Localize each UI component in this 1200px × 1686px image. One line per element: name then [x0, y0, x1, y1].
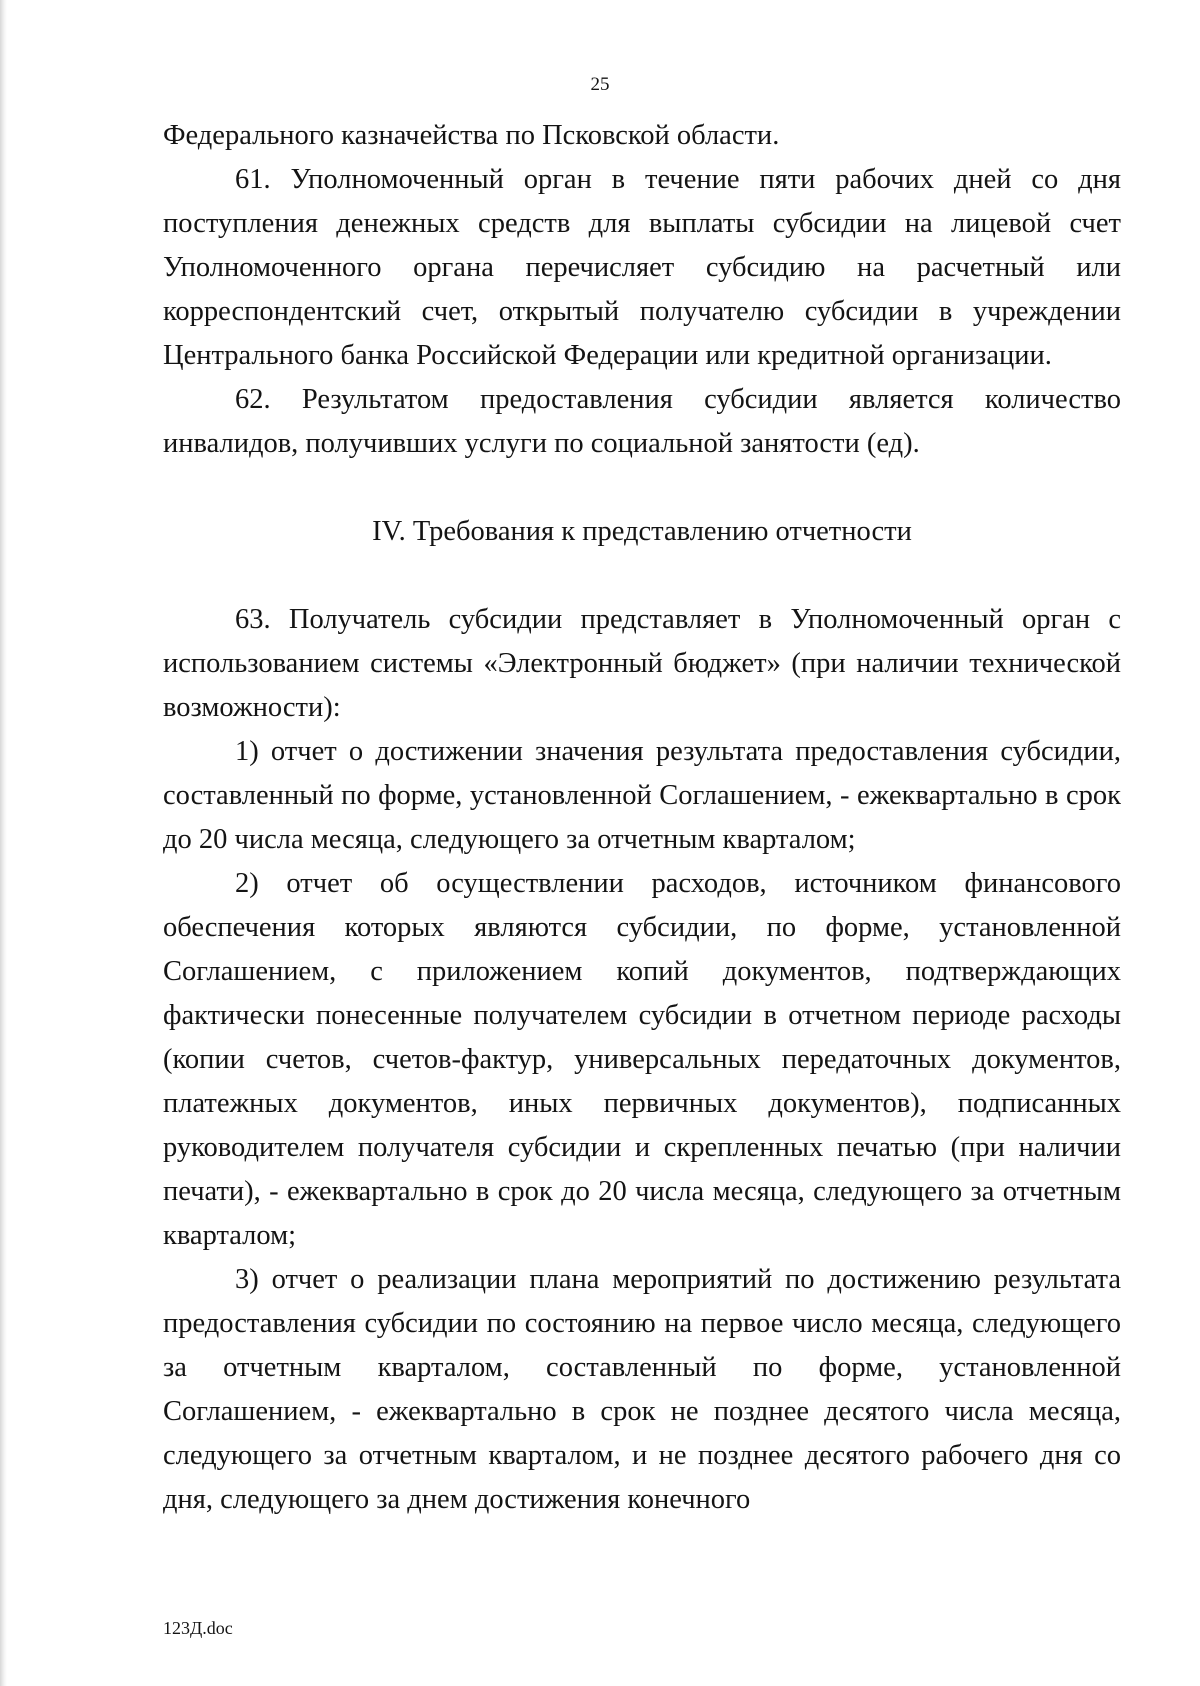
page-number: 25 — [590, 74, 610, 95]
paragraph-63: 63. Получатель субсидии представляет в Уполномоченный орган с использованием системы «Электронный бюджет» (при наличии технической возможности): — [163, 604, 1121, 723]
scan-edge-shadow — [0, 0, 7, 1686]
paragraph: Федерального казначейства по Псковской области. — [163, 120, 780, 151]
footer-filename: 123Д.doc — [163, 1618, 233, 1638]
list-item-1: 1) отчет о достижении значения результата предоставления субсидии, составленный по форме, установленной Соглашением, - ежеквартально в срок до 20 числа месяца, следующего за отчетным кварталом; — [163, 736, 1121, 855]
section-heading: IV. Требования к представлению отчетности — [372, 516, 912, 547]
paragraph-62: 62. Результатом предоставления субсидии является количество инвалидов, получивших услуги по социальной занятости (ед). — [163, 384, 1121, 459]
list-item-2: 2) отчет об осуществлении расходов, источником финансового обеспечения которых являются субсидии, по форме, установленной Соглашением, с приложением копий документов, подтверждающих фактически понесенные получателем субсидии в отчетном периоде расходы (копии счетов, счетов-фактур, универсальных передаточных документов, платежных документов, иных первичных документов), подписанных руководителем получателя субсидии и скрепленных печатью (при наличии печати), - ежеквартально в срок до 20 числа месяца, следующего за отчетным кварталом; — [163, 868, 1121, 1251]
document-body — [163, 114, 1121, 1522]
paragraph-61: 61. Уполномоченный орган в течение пяти рабочих дней со дня поступления денежных средств для выплаты субсидии на лицевой счет Уполномоченного органа перечисляет субсидию на расчетный или корреспондентский счет, открытый получателю субсидии в учреждении Центрального банка Российской Федерации или кредитной организации. — [163, 164, 1121, 371]
list-item-3: 3) отчет о реализации плана мероприятий по достижению результата предоставления субсидии по состоянию на первое число месяца, следующего за отчетным кварталом, составленный по форме, установленной Соглашением, - ежеквартально в срок не позднее десятого числа месяца, следующего за отчетным кварталом, и не позднее десятого рабочего дня со дня, следующего за днем достижения конечного — [163, 1264, 1121, 1515]
